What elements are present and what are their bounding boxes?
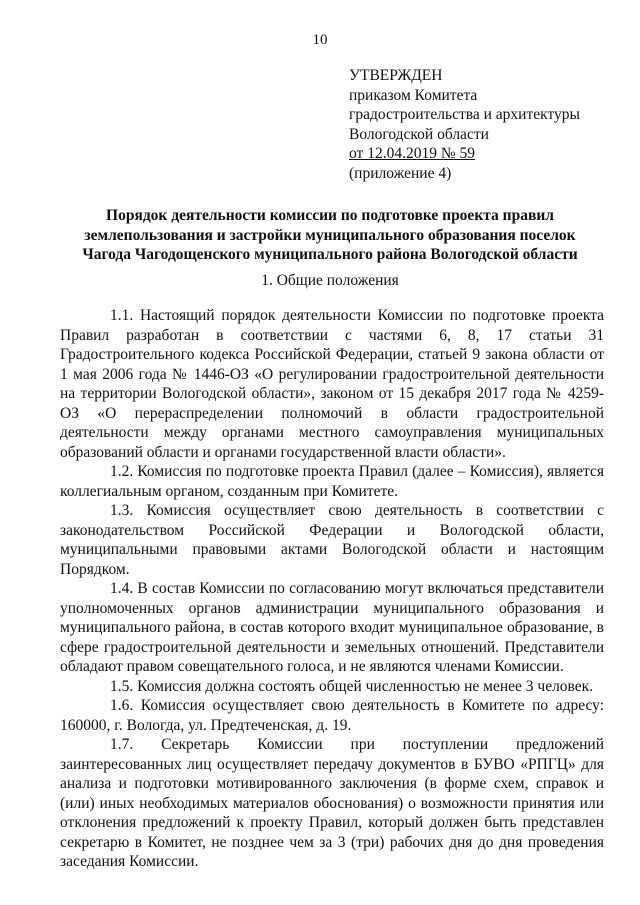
document-title-line-2: землепользования и застройки муниципального образования поселок: [84, 226, 576, 244]
document-title-line-3: Чагода Чагодощенского муниципального района Вологодской области: [82, 246, 578, 263]
paragraph-1-1: 1.1. Настоящий порядок деятельности Комиссии по подготовке проекта Правил разработан в соответствии с частями 6, 8, 17 статьи 31 Градостроительного кодекса Российской Федерации, статьей 9 закона области от 1 мая 2006 года № 1446-ОЗ «О регулировании градостроительной деятельности на территории Вологодской области», законом от 15 декабря 2017 года № 4259-ОЗ «О перераспределении полномочий в области градостроительной деятельности между органами местного самоуправления муниципальных образований области и органами государственной власти области».: [60, 307, 604, 461]
approval-status: УТВЕРЖДЕН: [349, 67, 443, 84]
approval-date-number: от 12.04.2019 № 59: [349, 145, 475, 162]
approval-line-region: Вологодской области: [349, 125, 489, 143]
paragraph-1-5: 1.5. Комиссия должна состоять общей численностью не менее 3 человек.: [110, 677, 594, 695]
document-title: [60, 206, 600, 265]
document-body: [60, 306, 604, 872]
approval-stamp-block: [349, 66, 629, 183]
document-title-line-1: Порядок деятельности комиссии по подготовке проекта правил: [106, 207, 554, 224]
section-heading: 1. Общие положения: [261, 272, 399, 289]
paragraph-1-3: 1.3. Комиссия осуществляет свою деятельность в соответствии с законодательством Российской Федерации и Вологодской области, муниципальными правовыми актами Вологодской области и настоящим Порядком.: [60, 502, 604, 578]
paragraph-1-6: 1.6. Комиссия осуществляет свою деятельность в Комитете по адресу: 160000, г. Вологда, ул. Предтеченская, д. 19.: [60, 697, 604, 734]
paragraph-1-2: 1.2. Комиссия по подготовке проекта Правил (далее – Комиссия), является коллегиальным органом, созданным при Комитете.: [60, 463, 604, 500]
approval-appendix: (приложение 4): [349, 164, 452, 182]
paragraph-1-7: 1.7. Секретарь Комиссии при поступлении предложений заинтересованных лиц осуществляет передачу документов в БУВО «РПГЦ» для анализа и подготовки мотивированного заключения (в форме схем, справок и (или) иных необходимых материалов обоснования) о возможности принятия или отклонения предложений к проекту Правил, который должен быть представлен секретарю в Комитет, не позднее чем за 3 (три) рабочих дня до дня проведения заседания Комиссии.: [60, 736, 604, 870]
page-number: 10: [312, 32, 328, 48]
paragraph-1-4: 1.4. В состав Комиссии по согласованию могут включаться представители уполномоченных органов администрации муниципального образования и муниципального района, в состав которого входит муниципальное образование, в сфере градостроительной деятельности и земельных отношений. Представители обладают правом совещательного голоса, и не являются членами Комиссии.: [60, 580, 604, 675]
approval-line-order: приказом Комитета: [349, 86, 478, 104]
approval-line-committee: градостроительства и архитектуры: [349, 106, 580, 123]
